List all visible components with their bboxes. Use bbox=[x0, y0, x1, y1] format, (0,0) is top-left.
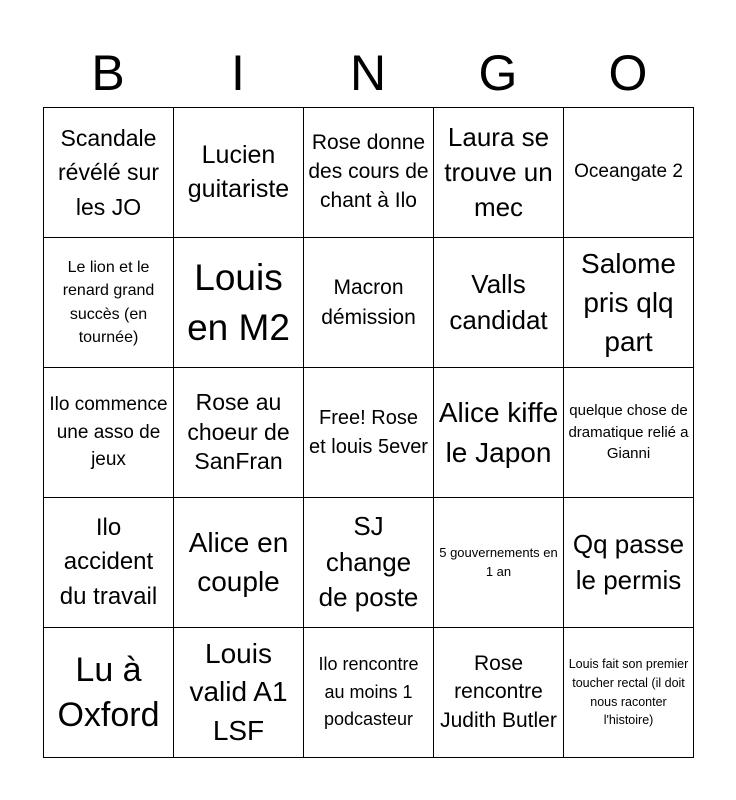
cell-text: Macron démission bbox=[321, 275, 416, 329]
header-letter-g: G bbox=[478, 45, 518, 101]
cell-text: Valls candidat bbox=[449, 269, 548, 335]
bingo-cell[interactable] bbox=[174, 108, 304, 238]
cell-text: Alice kiffe le Japon bbox=[438, 397, 559, 468]
bingo-cell[interactable] bbox=[44, 108, 174, 238]
cell-text: Laura se trouve un mec bbox=[444, 121, 553, 223]
cell-text: Louis fait son premier toucher rectal (il doit nous raconter l'histoire) bbox=[568, 657, 689, 728]
cell-text: SJ change de poste bbox=[318, 510, 419, 613]
cell-text: Scandale révélé sur les JO bbox=[58, 124, 159, 220]
header-letter-o: O bbox=[608, 45, 648, 101]
cell-text: Ilo accident du travail bbox=[59, 514, 158, 610]
header-letter-b: B bbox=[91, 45, 125, 101]
bingo-cell[interactable] bbox=[174, 368, 304, 498]
bingo-cell[interactable] bbox=[304, 108, 434, 238]
bingo-cell[interactable] bbox=[564, 238, 694, 368]
bingo-cell[interactable] bbox=[44, 498, 174, 628]
bingo-cell[interactable] bbox=[564, 368, 694, 498]
bingo-cell[interactable] bbox=[304, 368, 434, 498]
bingo-cell[interactable] bbox=[434, 628, 564, 758]
cell-text: Louis valid A1 LSF bbox=[189, 637, 288, 746]
cell-text: Oceangate 2 bbox=[574, 161, 683, 183]
cell-text: Free! Rose et louis 5ever bbox=[309, 406, 428, 458]
bingo-cell[interactable] bbox=[44, 238, 174, 368]
bingo-cell[interactable] bbox=[434, 238, 564, 368]
bingo-cell[interactable] bbox=[564, 498, 694, 628]
cell-text: Rose au choeur de SanFran bbox=[187, 388, 290, 475]
bingo-cell[interactable] bbox=[434, 498, 564, 628]
bingo-cell[interactable] bbox=[174, 498, 304, 628]
bingo-cell[interactable] bbox=[44, 368, 174, 498]
cell-text: 5 gouvernements en 1 an bbox=[439, 544, 558, 579]
cell-text: Ilo commence une asso de jeux bbox=[49, 394, 168, 471]
header-letter-n: N bbox=[349, 45, 387, 101]
cell-text: Alice en couple bbox=[188, 526, 289, 597]
cell-text: Lucien guitariste bbox=[187, 140, 290, 203]
bingo-cell[interactable] bbox=[564, 108, 694, 238]
cell-text: quelque chose de dramatique relié a Gianni bbox=[568, 401, 689, 463]
bingo-grid bbox=[43, 107, 694, 758]
cell-text: Lu à Oxford bbox=[57, 650, 160, 734]
cell-text: Rose rencontre Judith Butler bbox=[440, 651, 557, 732]
bingo-cell[interactable] bbox=[174, 628, 304, 758]
bingo-cell[interactable] bbox=[304, 628, 434, 758]
bingo-cell[interactable] bbox=[44, 628, 174, 758]
cell-text: Rose donne des cours de chant à Ilo bbox=[308, 131, 429, 212]
cell-text: Qq passe le permis bbox=[572, 528, 685, 595]
bingo-cell[interactable] bbox=[434, 368, 564, 498]
bingo-cell[interactable] bbox=[304, 238, 434, 368]
bingo-cell[interactable] bbox=[174, 238, 304, 368]
cell-text: Le lion et le renard grand succès (en tournée) bbox=[62, 259, 155, 346]
cell-text: Salome pris qlq part bbox=[581, 247, 676, 358]
bingo-cell[interactable] bbox=[304, 498, 434, 628]
cell-text: Louis en M2 bbox=[187, 257, 290, 348]
bingo-cell[interactable] bbox=[564, 628, 694, 758]
header-letter-i: I bbox=[231, 45, 245, 101]
bingo-cell[interactable] bbox=[434, 108, 564, 238]
bingo-header bbox=[43, 38, 693, 108]
cell-text: Ilo rencontre au moins 1 podcasteur bbox=[318, 653, 419, 730]
